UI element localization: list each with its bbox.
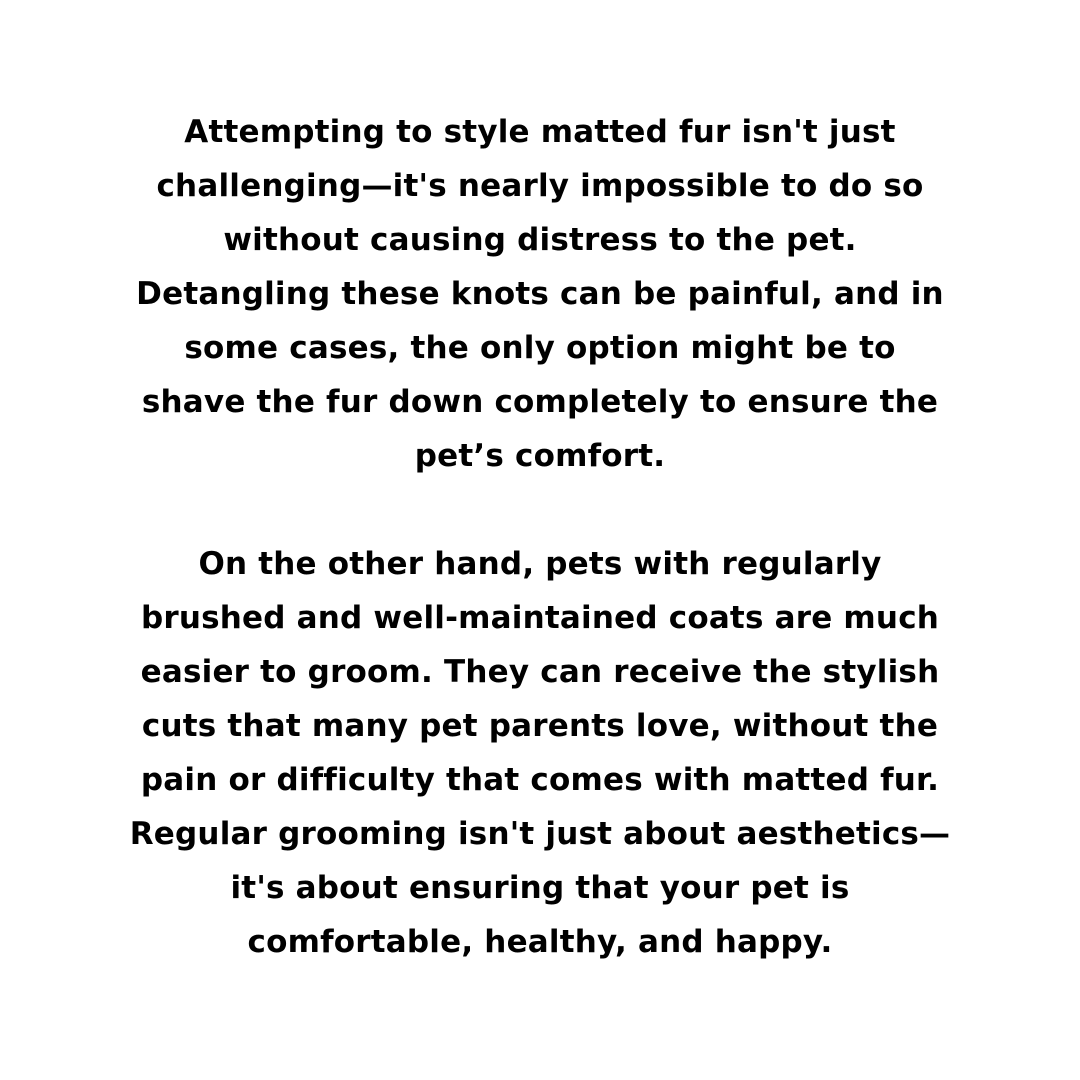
paragraph-line: easier to groom. They can receive the stylish [140, 654, 940, 690]
paragraph-regular-grooming [105, 537, 975, 969]
paragraph-line: pet’s comfort. [414, 438, 666, 474]
paragraph-line: Attempting to style matted fur isn't just [184, 114, 896, 150]
paragraph-line: Regular grooming isn't just about aesthetics— [129, 816, 951, 852]
paragraph-line: shave the fur down completely to ensure the [141, 384, 939, 420]
paragraph-line: it's about ensuring that your pet is [230, 870, 850, 906]
paragraph-line: comfortable, healthy, and happy. [247, 924, 833, 960]
paragraph-line: Detangling these knots can be painful, and in [136, 276, 944, 312]
paragraph-line: some cases, the only option might be to [184, 330, 896, 366]
paragraph-line: cuts that many pet parents love, without the [141, 708, 939, 744]
paragraph-line: brushed and well-maintained coats are much [140, 600, 940, 636]
paragraph-line: without causing distress to the pet. [223, 222, 857, 258]
paragraph-line: challenging—it's nearly impossible to do so [156, 168, 924, 204]
paragraph-line: On the other hand, pets with regularly [198, 546, 882, 582]
paragraph-line: pain or difficulty that comes with matted fur. [140, 762, 940, 798]
paragraph-matted-fur [105, 105, 975, 483]
